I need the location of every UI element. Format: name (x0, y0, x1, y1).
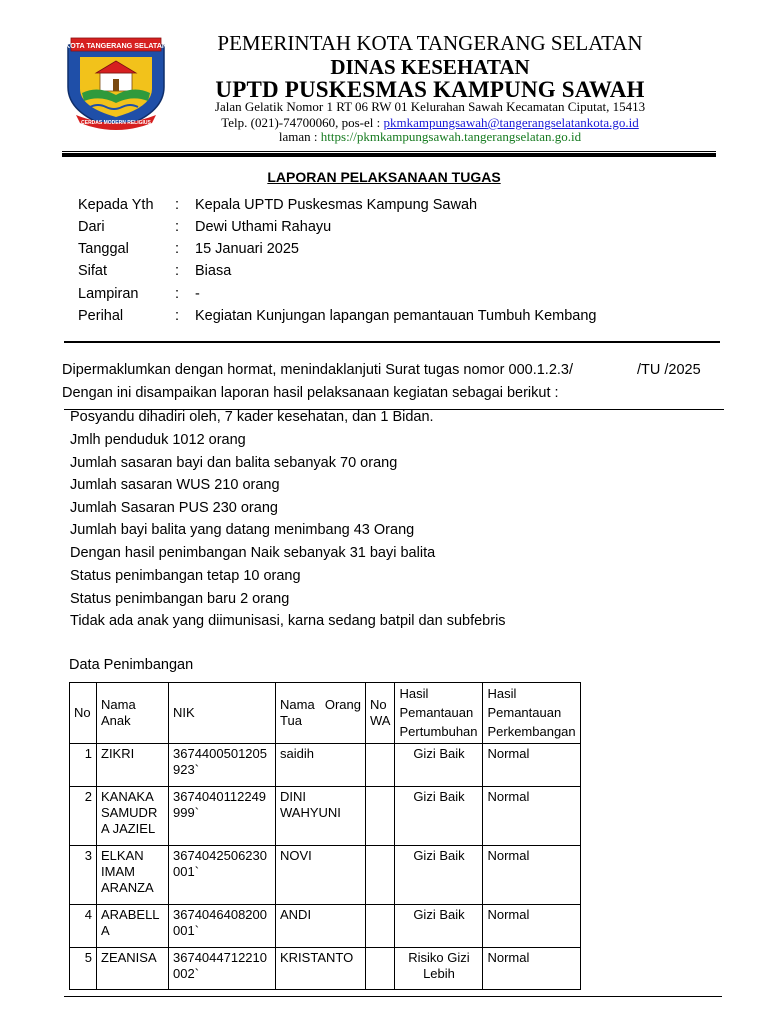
list-item: Status penimbangan baru 2 orang (70, 591, 290, 607)
header-no: No (70, 683, 97, 744)
meta-colon: : (175, 241, 180, 257)
meta-colon: : (175, 263, 180, 279)
header-department: DINAS KESEHATAN (330, 55, 530, 79)
list-item: Jumlah sasaran WUS 210 orang (70, 477, 280, 493)
cell-nik: 3674040112249 999` (169, 787, 276, 846)
cell-pertumbuhan: Gizi Baik (395, 905, 483, 948)
cell-wa (366, 905, 395, 948)
meta-colon: : (175, 197, 180, 213)
cell-perkembangan: Normal (483, 744, 580, 787)
header-unit: UPTD PUSKESMAS KAMPUNG SAWAH (215, 77, 645, 102)
meta-label: Tanggal (78, 241, 129, 257)
weighing-table (69, 682, 581, 990)
cell-perkembangan: Normal (483, 948, 580, 990)
cell-ortu: NOVI (276, 846, 366, 905)
cell-nik: 3674042506230 001` (169, 846, 276, 905)
header-nama-anak: Nama Anak (97, 683, 169, 744)
table-row (70, 787, 581, 846)
meta-colon: : (175, 308, 180, 324)
header-pertumbuhan: Hasil Pemantauan Pertumbuhan (395, 683, 483, 744)
cell-nama: KANAKA SAMUDR A JAZIEL (97, 787, 169, 846)
data-section-title: Data Penimbangan (69, 657, 194, 673)
meta-divider (64, 341, 720, 343)
cell-pertumbuhan: Gizi Baik (395, 744, 483, 787)
meta-label: Dari (78, 219, 105, 235)
table-row (70, 846, 581, 905)
list-item: Posyandu dihadiri oleh, 7 kader kesehatan, dan 1 Bidan. (70, 409, 434, 425)
header-website (180, 129, 680, 145)
list-item: Jumlah bayi balita yang datang menimbang 43 Orang (70, 522, 415, 538)
intro-line-2: Dengan ini disampaikan laporan hasil pelaksanaan kegiatan sebagai berikut : (62, 385, 559, 401)
meta-value: - (195, 286, 200, 302)
intro-line-1-suffix: /TU /2025 (637, 362, 701, 378)
cell-no: 5 (70, 948, 97, 990)
meta-value: Dewi Uthami Rahayu (195, 219, 332, 235)
table-row (70, 905, 581, 948)
meta-value: Kegiatan Kunjungan lapangan pemantauan Tumbuh Kembang (195, 308, 597, 324)
header-divider-thick (62, 153, 716, 157)
meta-label: Lampiran (78, 286, 139, 302)
meta-label: Kepada Yth (78, 197, 154, 213)
meta-colon: : (175, 286, 180, 302)
list-item: Tidak ada anak yang diimunisasi, karna sedang batpil dan subfebris (70, 613, 506, 629)
cell-nik: 3674046408200 001` (169, 905, 276, 948)
report-title: LAPORAN PELAKSANAAN TUGAS (267, 169, 501, 185)
cell-nama: ZIKRI (97, 744, 169, 787)
cell-ortu: ANDI (276, 905, 366, 948)
cell-nama: ARABELL A (97, 905, 169, 948)
cell-wa (366, 846, 395, 905)
header-no-wa: No WA (366, 683, 395, 744)
cell-perkembangan: Normal (483, 846, 580, 905)
header-nik: NIK (169, 683, 276, 744)
list-item: Jmlh penduduk 1012 orang (70, 432, 246, 448)
list-item: Dengan hasil penimbangan Naik sebanyak 31 bayi balita (70, 545, 436, 561)
laman-text: laman : (278, 129, 321, 144)
header-perkembangan: Hasil Pemantauan Perkembangan (483, 683, 580, 744)
meta-label: Sifat (78, 263, 108, 279)
header-divider-thin (62, 151, 716, 152)
meta-label: Perihal (78, 308, 124, 324)
cell-no: 1 (70, 744, 97, 787)
table-header-row (70, 683, 581, 744)
cell-pertumbuhan: Risiko Gizi Lebih (395, 948, 483, 990)
list-item: Jumlah Sasaran PUS 230 orang (70, 500, 278, 516)
cell-nama: ZEANISA (97, 948, 169, 990)
list-item: Status penimbangan tetap 10 orang (70, 568, 301, 584)
email-link[interactable]: pkmkampungsawah@tangerangselatankota.go.id (383, 115, 639, 130)
list-item: Jumlah sasaran bayi dan balita sebanyak 70 orang (70, 455, 398, 471)
cell-no: 3 (70, 846, 97, 905)
table-row (70, 948, 581, 990)
bottom-divider (64, 996, 722, 997)
cell-no: 2 (70, 787, 97, 846)
cell-ortu: saidih (276, 744, 366, 787)
website-link[interactable]: https://pkmkampungsawah.tangerangselatan.go.id (320, 129, 582, 144)
cell-nik: 3674044712210 002` (169, 948, 276, 990)
header-address: Jalan Gelatik Nomor 1 RT 06 RW 01 Kelurahan Sawah Kecamatan Ciputat, 15413 (214, 99, 646, 114)
cell-wa (366, 744, 395, 787)
meta-value: 15 Januari 2025 (195, 241, 299, 257)
cell-ortu: DINI WAHYUNI (276, 787, 366, 846)
meta-value: Kepala UPTD Puskesmas Kampung Sawah (195, 197, 478, 213)
cell-perkembangan: Normal (483, 787, 580, 846)
logo-text-top: KOTA TANGERANG SELATAN (64, 41, 168, 50)
header-nama-orang-tua: Nama Orang Tua (276, 683, 366, 744)
cell-nama: ELKAN IMAM ARANZA (97, 846, 169, 905)
intro-line-1: Dipermaklumkan dengan hormat, menindaklanjuti Surat tugas nomor 000.1.2.3/ (62, 362, 574, 378)
header-government: PEMERINTAH KOTA TANGERANG SELATAN (217, 31, 643, 55)
cell-pertumbuhan: Gizi Baik (395, 846, 483, 905)
meta-colon: : (175, 219, 180, 235)
meta-value: Biasa (195, 263, 232, 279)
table-row (70, 744, 581, 787)
cell-ortu: KRISTANTO (276, 948, 366, 990)
cell-no: 4 (70, 905, 97, 948)
cell-perkembangan: Normal (483, 905, 580, 948)
cell-pertumbuhan: Gizi Baik (395, 787, 483, 846)
city-logo (62, 35, 170, 131)
logo-text-bottom: CERDAS MODERN RELIGIUS (81, 120, 151, 126)
cell-wa (366, 948, 395, 990)
cell-wa (366, 787, 395, 846)
telp-text: Telp. (021)-74700060, pos-el : (221, 115, 384, 130)
cell-nik: 3674400501205 923` (169, 744, 276, 787)
